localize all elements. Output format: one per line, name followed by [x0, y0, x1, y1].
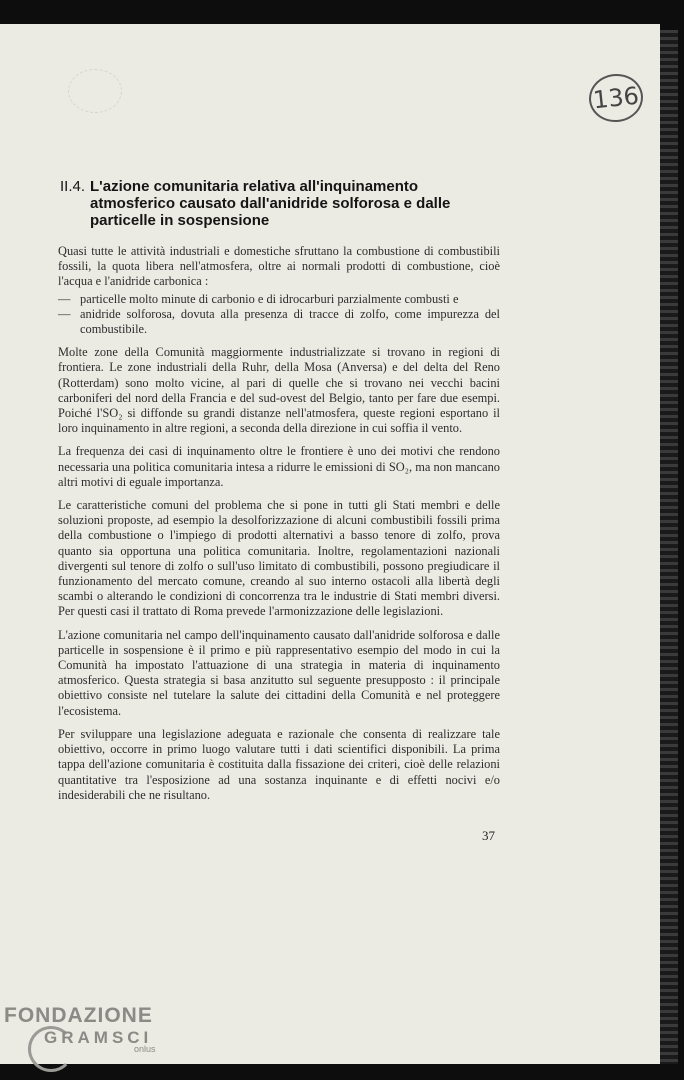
- paragraph: L'azione comunitaria nel campo dell'inquinamento causato dall'anidride solforosa e dalle particelle in sospensione è il primo e più rappresentativo esempio del modo in cui la Comunità ha impostato l'attuazione di una strategia in materia di inquinamento atmosferico. Questa strategia si basa anzitutto sul seguente presupposto : il principale obiettivo consiste nel tutelare la salute dei cittadini della Comunità e nel proteggere l'ecosistema.: [58, 627, 500, 718]
- paragraph: Per sviluppare una legislazione adeguata e razionale che consenta di realizzare tale obiettivo, occorre in primo luogo valutare tutti i dati scientifici disponibili. La prima tappa dell'azione comunitaria è costituita dalla fissazione dei criteri, cioè delle relazioni quantitative tra l'esposizione ad una sostanza inquinante e di effetti nocivi e/o indesiderabili che ne risultano.: [58, 726, 500, 802]
- watermark-line-2: GRAMSCI: [44, 1028, 153, 1047]
- page-number: 37: [482, 828, 495, 843]
- paragraph: Molte zone della Comunità maggiormente industrializzate si trovano in regioni di frontiera. Le zone industriali della Ruhr, della Mosa (Anversa) e del delta del Reno (Rotterdam) sono molto vicine, al pari di quelle che si trovano nei vecchi bacini carboniferi del nord della Francia e del sud-ovest del Belgio, tanto per fare due esempi. Poiché l'SO₂ si diffonde su grandi distanze nell'atmosfera, queste regioni esportano il loro inquinamento in altre regioni, a seconda della direzione in cui soffia il vento.: [58, 345, 500, 436]
- faded-stamp: [68, 69, 122, 113]
- bullet-list: [58, 292, 500, 338]
- archive-watermark: [4, 1004, 156, 1054]
- paragraph: Le caratteristiche comuni del problema che si pone in tutti gli Stati membri e delle soluzioni proposte, ad esempio la desolforizzazione di alcuni combustibili fossili prima della combustione o l'impiego di prodotti alternativi a basso tenore di zolfo, prova quanto sia opportuna una politica comunitaria. Inoltre, regolamentazioni nazionali divergenti sul tenore di zolfo o sull'uso limitato di combustibili, possono pregiudicare il funzionamento del mercato comune, creando al suo interno ostacoli alla libertà degli scambi o alterando le condizioni di concorrenza tra le industrie di Stati membri diversi. Per questi casi il trattato di Roma prevede l'armonizzazione delle legislazioni.: [58, 498, 500, 619]
- body-text: [58, 244, 500, 811]
- handwritten-folio-number: 136: [587, 71, 646, 124]
- list-item-text: anidride solforosa, dovuta alla presenza di tracce di zolfo, come impurezza del combustibile.: [80, 306, 500, 337]
- section-title: L'azione comunitaria relativa all'inquinamento atmosferico causato dall'anidride solforosa e dalle particelle in sospensione: [90, 178, 451, 229]
- list-item: [58, 292, 500, 307]
- section-heading: [60, 178, 506, 229]
- paragraph: La frequenza dei casi di inquinamento oltre le frontiere è uno dei motivi che rendono necessaria una politica comunitaria intesa a ridurre le emissioni di SO₂, ma non mancano altri motivi di eguale importanza.: [58, 444, 500, 489]
- section-number: II.4.: [60, 178, 86, 195]
- watermark-line-1: FONDAZIONE: [4, 1004, 153, 1027]
- list-item-text: particelle molto minute di carbonio e di idrocarburi parzialmente combusti e: [80, 291, 459, 306]
- watermark-small: onlus: [134, 1044, 156, 1054]
- list-item: [58, 307, 500, 337]
- paragraph: Quasi tutte le attività industriali e domestiche sfruttano la combustione di combustibili fossili, la quota libera nell'atmosfera, oltre ai normali prodotti di combustione, cioè l'acqua e l'anidride carbonica :: [58, 244, 500, 289]
- binding-edge: [660, 30, 678, 1064]
- dash-marker: —: [58, 306, 71, 321]
- dash-marker: —: [58, 291, 71, 306]
